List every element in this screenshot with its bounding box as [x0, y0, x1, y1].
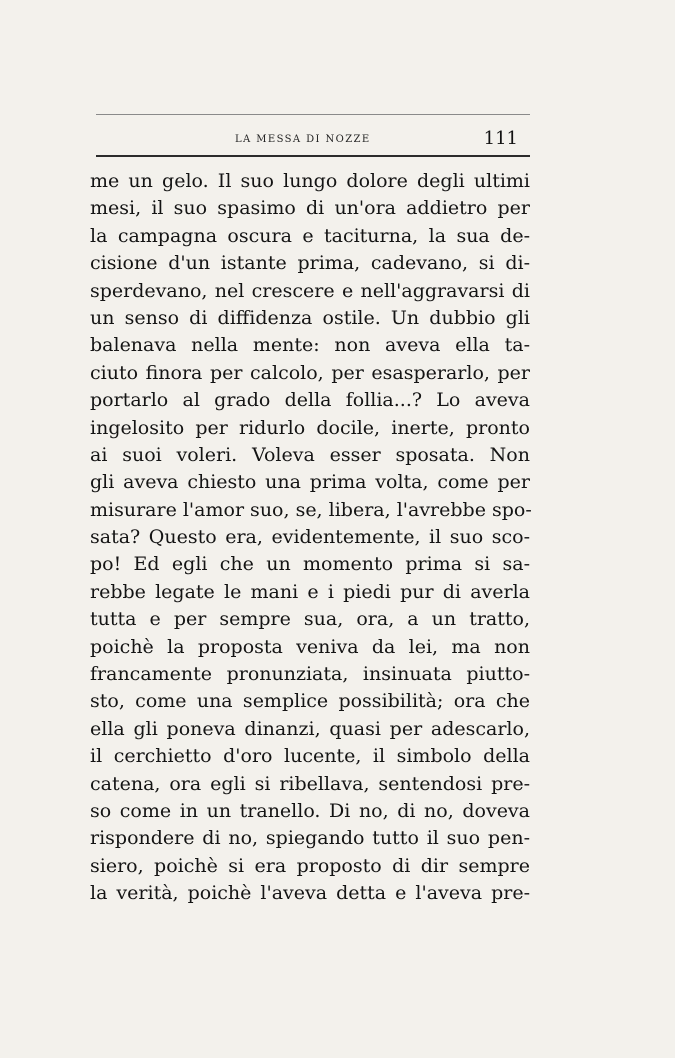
- text-line: ciuto finora per calcolo, per esasperarlo, per: [90, 361, 530, 384]
- text-line: sto, come una semplice possibilità; ora che: [90, 690, 530, 713]
- header-top-rule: [96, 114, 530, 115]
- text-line: so come in un tranello. Di no, di no, doveva: [90, 799, 530, 822]
- text-line: sperdevano, nel crescere e nell'aggravarsi di: [90, 279, 530, 302]
- page-number: 111: [483, 128, 518, 149]
- body-text: [90, 168, 530, 908]
- text-line: rebbe legate le mani e i piedi pur di averla: [90, 580, 530, 603]
- text-line: catena, ora egli si ribellava, sentendosi pre-: [90, 772, 530, 795]
- text-line: po! Ed egli che un momento prima si sa-: [90, 553, 530, 576]
- text-line: portarlo al grado della follia...? Lo aveva: [90, 389, 530, 412]
- text-line: me un gelo. Il suo lungo dolore degli ultimi: [90, 170, 530, 192]
- text-line: la verità, poichè l'aveva detta e l'aveva pre-: [90, 882, 530, 905]
- header-bottom-rule: [96, 155, 530, 157]
- text-line: un senso di diffidenza ostile. Un dubbio gli: [90, 306, 530, 329]
- text-line: mesi, il suo spasimo di un'ora addietro per: [90, 197, 530, 220]
- text-line: ai suoi voleri. Voleva esser sposata. Non: [90, 443, 530, 466]
- text-line: rispondere di no, spiegando tutto il suo pen-: [90, 827, 530, 850]
- page-header: [96, 126, 530, 156]
- text-line: cisione d'un istante prima, cadevano, si di-: [90, 252, 530, 275]
- text-line: la campagna oscura e taciturna, la sua de-: [90, 224, 530, 247]
- text-line: ingelosito per ridurlo docile, inerte, pronto: [90, 416, 530, 439]
- text-line: siero, poichè si era proposto di dir sempre: [90, 854, 530, 877]
- text-line: gli aveva chiesto una prima volta, come per: [90, 471, 530, 494]
- text-line: il cerchietto d'oro lucente, il simbolo della: [90, 745, 530, 768]
- text-line: poichè la proposta veniva da lei, ma non: [90, 635, 530, 658]
- text-line: balenava nella mente: non aveva ella ta-: [90, 334, 530, 357]
- running-title: LA MESSA DI NOZZE: [235, 134, 371, 145]
- text-line: tutta e per sempre sua, ora, a un tratto,: [90, 608, 530, 631]
- text-line: francamente pronunziata, insinuata piutto-: [90, 663, 530, 686]
- text-line: sata? Questo era, evidentemente, il suo sco-: [90, 526, 530, 549]
- text-line: misurare l'amor suo, se, libera, l'avrebbe spo-: [90, 498, 532, 521]
- text-line: ella gli poneva dinanzi, quasi per adescarlo,: [90, 717, 530, 740]
